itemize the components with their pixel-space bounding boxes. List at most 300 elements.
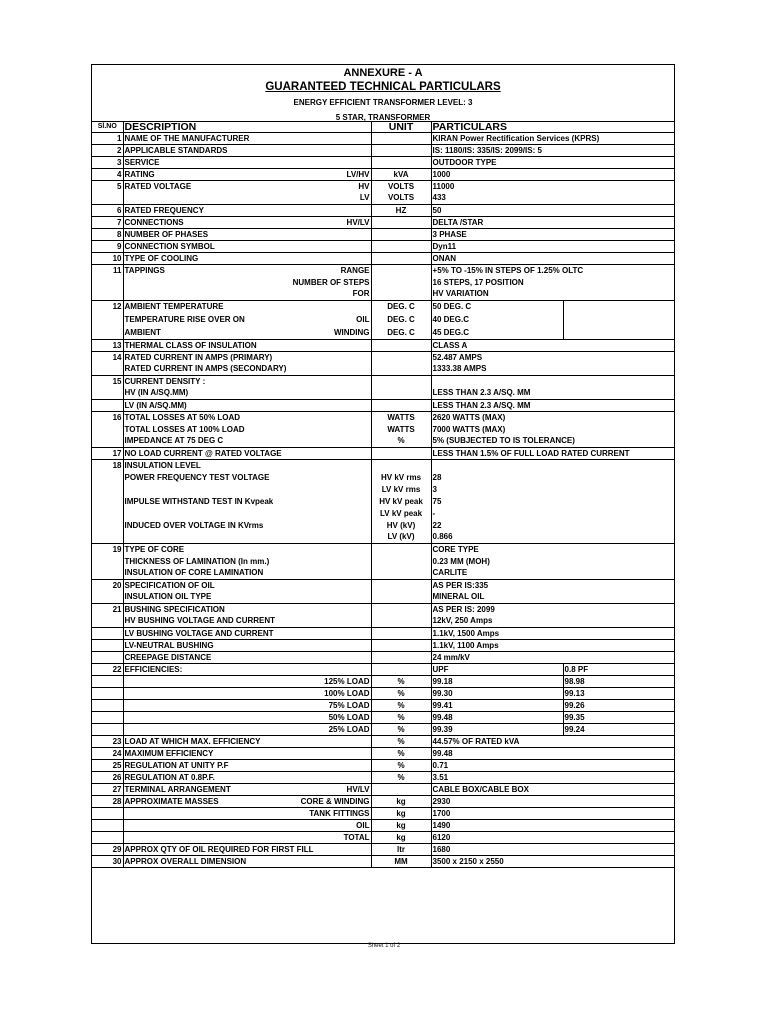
row-description xyxy=(123,532,271,544)
particulars-table xyxy=(92,122,674,868)
row-unit: HZ xyxy=(371,205,431,217)
row-unit: DEG. C xyxy=(371,301,431,314)
table-row xyxy=(92,424,674,436)
table-row xyxy=(92,327,674,340)
row-particulars: 99.48 xyxy=(431,712,563,724)
row-description: TERMINAL ARRANGEMENT xyxy=(123,784,271,796)
table-row xyxy=(92,265,674,277)
row-particulars: HV VARIATION xyxy=(431,289,674,301)
row-unit xyxy=(371,580,431,592)
row-sub-label xyxy=(271,424,371,436)
row-sub-label xyxy=(271,616,371,628)
table-row xyxy=(92,676,674,688)
row-particulars: 1680 xyxy=(431,844,674,856)
row-unit: LV (kV) xyxy=(371,532,431,544)
row-number: 26 xyxy=(92,772,123,784)
row-particulars: ONAN xyxy=(431,253,674,265)
row-description: RATING xyxy=(123,169,271,181)
row-particulars: 0.71 xyxy=(431,760,674,772)
row-unit: MM xyxy=(371,856,431,868)
row-number: 10 xyxy=(92,253,123,265)
table-row xyxy=(92,229,674,241)
row-particulars: 75 xyxy=(432,496,442,506)
row-sub-label xyxy=(271,736,371,748)
table-row xyxy=(92,568,674,580)
row-description: INSULATION OF CORE LAMINATION xyxy=(123,568,271,580)
row-number: 28 xyxy=(92,796,123,808)
table-row xyxy=(92,712,674,724)
row-description: EFFICIENCIES: xyxy=(123,664,271,676)
row-particulars: 1000 xyxy=(431,169,674,181)
row-description xyxy=(123,808,271,820)
row-number xyxy=(92,616,123,628)
row-unit: HV kV rms xyxy=(371,472,431,484)
row-particulars: 11000 xyxy=(432,181,455,191)
row-particulars: 44.57% OF RATED kVA xyxy=(431,736,674,748)
row-sub-label xyxy=(271,772,371,784)
row-unit: % xyxy=(371,688,431,700)
row-description: RATED CURRENT IN AMPS (PRIMARY) xyxy=(124,352,273,362)
table-row xyxy=(92,724,674,736)
row-unit: kg xyxy=(371,808,431,820)
row-number: 20 xyxy=(92,580,123,592)
table-row xyxy=(92,664,674,676)
row-description: TAPPINGS xyxy=(124,265,165,275)
row-particulars: IS: 1180/IS: 335/IS: 2099/IS: 5 xyxy=(431,145,674,157)
row-particulars: 3 PHASE xyxy=(431,229,674,241)
document-subtitle: ENERGY EFFICIENT TRANSFORMER LEVEL: 3 xyxy=(293,98,473,107)
row-particulars: UPF xyxy=(431,664,563,676)
row-particulars-pf xyxy=(563,314,674,327)
table-row xyxy=(92,832,674,844)
row-description: RATED VOLTAGE xyxy=(124,181,192,191)
sheet-footer: Sheet 1 of 2 xyxy=(367,943,401,949)
row-sub-label xyxy=(271,592,371,604)
row-particulars: 0.866 xyxy=(431,532,674,544)
row-particulars: 12kV, 250 Amps xyxy=(431,616,674,628)
row-number: 17 xyxy=(92,448,123,460)
table-row xyxy=(92,205,674,217)
row-description: CREEPAGE DISTANCE xyxy=(123,652,271,664)
row-unit xyxy=(371,145,431,157)
row-sub-label xyxy=(271,133,371,145)
table-row xyxy=(92,277,674,289)
row-particulars: CORE TYPE xyxy=(432,544,479,554)
row-sub-label xyxy=(271,496,371,508)
row-unit xyxy=(371,376,431,388)
table-row xyxy=(92,796,674,808)
row-number: 27 xyxy=(92,784,123,796)
row-number xyxy=(92,676,123,688)
row-description: HV BUSHING VOLTAGE AND CURRENT xyxy=(123,616,271,628)
row-particulars: 3500 x 2150 x 2550 xyxy=(431,856,674,868)
row-particulars: AS PER IS: 2099 xyxy=(432,604,495,614)
row-unit: WATTS xyxy=(371,412,431,424)
row-description xyxy=(123,688,271,700)
row-particulars: LESS THAN 1.5% OF FULL LOAD RATED CURRENT xyxy=(431,448,674,460)
row-number: 3 xyxy=(92,157,123,169)
row-particulars-pf xyxy=(563,327,674,340)
row-description: LV BUSHING VOLTAGE AND CURRENT xyxy=(124,628,274,638)
table-row xyxy=(92,748,674,760)
table-row xyxy=(92,844,674,856)
row-description: CURRENT DENSITY : xyxy=(124,376,206,386)
row-description xyxy=(123,289,271,301)
row-description: IMPEDANCE AT 75 DEG C xyxy=(123,436,271,448)
row-sub-label xyxy=(271,205,371,217)
row-description: TYPE OF CORE xyxy=(124,544,185,554)
row-description: INSULATION LEVEL xyxy=(124,460,201,470)
col-header-description: DESCRIPTION xyxy=(123,122,371,133)
row-particulars: 24 mm/kV xyxy=(431,652,674,664)
row-description: THICKNESS OF LAMINATION (In mm.) xyxy=(124,556,270,566)
row-unit: % xyxy=(371,760,431,772)
row-unit: % xyxy=(371,712,431,724)
row-description: LV (IN A/SQ.MM) xyxy=(123,400,271,412)
row-description: TEMPERATURE RISE OVER ON xyxy=(124,315,245,324)
row-description: MAXIMUM EFFICIENCY xyxy=(123,748,271,760)
table-row xyxy=(92,580,674,592)
row-particulars: +5% TO -15% IN STEPS OF 1.25% OLTC xyxy=(432,265,584,275)
row-unit: % xyxy=(371,676,431,688)
row-number: 30 xyxy=(92,856,123,868)
row-sub-label xyxy=(271,376,371,388)
table-row xyxy=(92,388,674,400)
row-unit: kg xyxy=(371,820,431,832)
table-row xyxy=(92,652,674,664)
row-sub-label xyxy=(271,388,371,400)
row-description: THERMAL CLASS OF INSULATION xyxy=(123,340,271,352)
row-sub-label xyxy=(271,241,371,253)
row-number: 29 xyxy=(92,844,123,856)
row-sub-label xyxy=(271,568,371,580)
row-sub-label: NUMBER OF STEPS xyxy=(271,277,371,289)
row-description xyxy=(123,484,271,496)
row-unit xyxy=(371,157,431,169)
row-unit xyxy=(371,217,431,229)
table-row xyxy=(92,808,674,820)
row-unit: % xyxy=(371,724,431,736)
row-sub-label xyxy=(271,760,371,772)
row-sub-label: TOTAL xyxy=(271,832,371,844)
row-description: TOTAL LOSSES AT 100% LOAD xyxy=(124,424,245,434)
row-unit xyxy=(371,229,431,241)
row-unit xyxy=(371,388,431,400)
row-sub-label xyxy=(271,412,371,424)
table-row xyxy=(92,856,674,868)
row-description: POWER FREQUENCY TEST VOLTAGE xyxy=(124,472,270,482)
row-unit xyxy=(371,784,431,796)
table-row xyxy=(92,253,674,265)
row-particulars: 99.30 xyxy=(431,688,563,700)
row-number xyxy=(92,388,123,400)
row-number xyxy=(92,820,123,832)
row-sub-label xyxy=(271,520,371,532)
row-sub-label: LV/HV xyxy=(271,169,371,181)
technical-particulars-sheet xyxy=(91,64,675,944)
row-description: REGULATION AT 0.8P.F. xyxy=(123,772,271,784)
row-sub-label xyxy=(271,664,371,676)
row-unit xyxy=(371,352,431,364)
row-unit: % xyxy=(371,436,431,448)
row-unit: DEG. C xyxy=(371,327,431,340)
row-particulars: 0.23 MM (MOH) xyxy=(432,556,490,566)
row-particulars-pf: 0.8 PF xyxy=(563,664,674,676)
row-unit xyxy=(371,592,431,604)
row-unit: VOLTS xyxy=(371,193,431,205)
row-unit xyxy=(371,265,431,277)
row-description: CONNECTIONS xyxy=(123,217,271,229)
row-unit xyxy=(371,604,431,616)
row-particulars: LESS THAN 2.3 A/SQ. MM xyxy=(431,388,674,400)
row-particulars: CARLITE xyxy=(431,568,674,580)
row-sub-label xyxy=(271,580,371,592)
table-row xyxy=(92,314,674,327)
row-sub-label: 125% LOAD xyxy=(271,676,371,688)
row-number xyxy=(92,508,123,520)
row-particulars: 99.41 xyxy=(431,700,563,712)
table-row xyxy=(92,772,674,784)
row-number xyxy=(92,496,123,508)
row-sub-label: OIL xyxy=(271,820,371,832)
row-unit: % xyxy=(371,748,431,760)
row-particulars: 7000 WATTS (MAX) xyxy=(432,424,506,434)
table-row xyxy=(92,340,674,352)
row-particulars: 99.18 xyxy=(431,676,563,688)
row-description: RATED CURRENT IN AMPS (SECONDARY) xyxy=(123,364,271,376)
row-unit xyxy=(371,616,431,628)
row-description xyxy=(123,712,271,724)
table-row xyxy=(92,289,674,301)
table-row xyxy=(92,400,674,412)
row-number xyxy=(92,556,123,568)
row-number xyxy=(92,592,123,604)
row-sub-label xyxy=(271,472,371,484)
row-particulars: 40 DEG.C xyxy=(432,315,469,324)
row-number: 19 xyxy=(92,544,123,556)
row-number xyxy=(92,484,123,496)
col-header-unit: UNIT xyxy=(371,122,431,133)
row-description: AMBIENT TEMPERATURE xyxy=(124,302,224,312)
row-number: 21 xyxy=(92,604,123,616)
row-description: SPECIFICATION OF OIL xyxy=(124,580,215,590)
row-unit: WATTS xyxy=(371,424,431,436)
row-unit: % xyxy=(371,772,431,784)
row-description xyxy=(123,193,271,205)
row-particulars: 50 xyxy=(431,205,674,217)
row-particulars: CLASS A xyxy=(431,340,674,352)
row-sub-label xyxy=(271,157,371,169)
table-row xyxy=(92,301,674,314)
row-sub-label xyxy=(271,484,371,496)
row-number xyxy=(92,532,123,544)
row-number xyxy=(92,712,123,724)
table-row xyxy=(92,532,674,544)
row-sub-label xyxy=(271,253,371,265)
row-particulars xyxy=(431,376,674,388)
row-description xyxy=(123,832,271,844)
row-number: 1 xyxy=(92,133,123,145)
row-unit: LV kV peak xyxy=(371,508,431,520)
row-particulars-pf: 99.35 xyxy=(563,712,674,724)
table-row xyxy=(92,448,674,460)
row-unit xyxy=(371,448,431,460)
row-unit: LV kV rms xyxy=(371,484,431,496)
row-number xyxy=(92,724,123,736)
row-unit: VOLTS xyxy=(371,181,431,193)
row-description: NUMBER OF PHASES xyxy=(123,229,271,241)
table-row xyxy=(92,508,674,520)
row-unit xyxy=(371,289,431,301)
row-description: RATED FREQUENCY xyxy=(123,205,271,217)
row-particulars: 16 STEPS, 17 POSITION xyxy=(432,277,524,287)
row-particulars: 22 xyxy=(432,520,442,530)
row-description: TOTAL LOSSES AT 50% LOAD xyxy=(124,412,241,422)
row-description: APPLICABLE STANDARDS xyxy=(123,145,271,157)
row-particulars: 1333.38 AMPS xyxy=(431,364,674,376)
row-sub-label xyxy=(271,400,371,412)
row-number xyxy=(92,314,123,327)
row-particulars: 99.39 xyxy=(431,724,563,736)
row-number: 22 xyxy=(92,664,123,676)
row-number: 9 xyxy=(92,241,123,253)
row-number xyxy=(92,327,123,340)
row-description: APPROX QTY OF OIL REQUIRED FOR FIRST FILL xyxy=(124,844,314,854)
row-unit xyxy=(371,253,431,265)
row-unit xyxy=(371,340,431,352)
table-row xyxy=(92,376,674,388)
row-sub-label xyxy=(271,364,371,376)
row-description: HV (IN A/SQ.MM) xyxy=(123,388,271,400)
row-particulars: 2930 xyxy=(431,796,674,808)
row-unit: kVA xyxy=(371,169,431,181)
row-sub-label: 25% LOAD xyxy=(271,724,371,736)
row-sub-label: HV/LV xyxy=(271,784,371,796)
table-row xyxy=(92,592,674,604)
annexure-label: ANNEXURE - A xyxy=(343,67,423,79)
row-particulars: LESS THAN 2.3 A/SQ. MM xyxy=(431,400,674,412)
row-sub-label: 75% LOAD xyxy=(271,700,371,712)
row-description xyxy=(123,508,271,520)
table-row xyxy=(92,760,674,772)
row-unit xyxy=(371,400,431,412)
row-number: 5 xyxy=(92,181,123,193)
row-particulars: 28 xyxy=(432,472,442,482)
row-number xyxy=(92,289,123,301)
table-row xyxy=(92,640,674,652)
row-unit xyxy=(371,664,431,676)
row-unit xyxy=(371,544,431,556)
table-row xyxy=(92,133,674,145)
table-row xyxy=(92,736,674,748)
row-unit xyxy=(371,277,431,289)
table-row xyxy=(92,556,674,568)
table-row xyxy=(92,688,674,700)
row-sub-label xyxy=(271,436,371,448)
document-title: GUARANTEED TECHNICAL PARTICULARS xyxy=(265,81,501,93)
row-sub-label: TANK FITTINGS xyxy=(271,808,371,820)
row-number xyxy=(92,472,123,484)
row-particulars: 3.51 xyxy=(431,772,674,784)
row-particulars-pf: 99.26 xyxy=(563,700,674,712)
row-sub-label: OIL xyxy=(271,314,371,327)
row-particulars: Dyn11 xyxy=(431,241,674,253)
row-number: 12 xyxy=(92,301,123,314)
row-description: BUSHING SPECIFICATION xyxy=(124,604,225,614)
row-number: 23 xyxy=(92,736,123,748)
row-description: AMBIENT xyxy=(123,327,271,340)
table-row xyxy=(92,604,674,616)
col-header-particulars: PARTICULARS xyxy=(431,122,674,133)
row-description xyxy=(123,820,271,832)
row-number: 15 xyxy=(92,376,123,388)
row-sub-label: HV/LV xyxy=(271,217,371,229)
row-sub-label xyxy=(271,145,371,157)
row-sub-label xyxy=(271,652,371,664)
row-particulars-pf: 98.98 xyxy=(563,676,674,688)
table-row xyxy=(92,241,674,253)
row-sub-label xyxy=(271,604,371,616)
table-row xyxy=(92,169,674,181)
row-unit: kg xyxy=(371,796,431,808)
row-sub-label: RANGE xyxy=(271,265,371,277)
table-row xyxy=(92,616,674,628)
row-sub-label xyxy=(271,301,371,314)
row-unit xyxy=(371,628,431,640)
row-description: SERVICE xyxy=(123,157,271,169)
row-particulars-pf: 99.24 xyxy=(563,724,674,736)
table-row xyxy=(92,352,674,364)
row-description: IMPULSE WITHSTAND TEST IN Kvpeak xyxy=(124,496,274,506)
row-unit xyxy=(371,556,431,568)
row-sub-label: 50% LOAD xyxy=(271,712,371,724)
row-number xyxy=(92,568,123,580)
row-number xyxy=(92,808,123,820)
table-row xyxy=(92,145,674,157)
row-particulars: AS PER IS:335 xyxy=(432,580,489,590)
row-unit xyxy=(371,364,431,376)
row-number: 14 xyxy=(92,352,123,364)
row-description: CONNECTION SYMBOL xyxy=(123,241,271,253)
row-particulars: OUTDOOR TYPE xyxy=(431,157,674,169)
row-description: APPROXIMATE MASSES xyxy=(123,796,271,808)
row-sub-label: WINDING xyxy=(271,327,371,340)
row-sub-label xyxy=(271,448,371,460)
row-particulars: 45 DEG.C xyxy=(431,327,563,340)
row-sub-label xyxy=(271,229,371,241)
row-sub-label xyxy=(271,352,371,364)
row-particulars: 1.1kV, 1500 Amps xyxy=(431,628,674,640)
row-description: INSULATION OIL TYPE xyxy=(123,592,271,604)
row-particulars: CABLE BOX/CABLE BOX xyxy=(431,784,674,796)
row-unit: DEG. C xyxy=(371,314,431,327)
row-number xyxy=(92,688,123,700)
row-description: INDUCED OVER VOLTAGE IN KVrms xyxy=(124,520,264,530)
row-number xyxy=(92,520,123,532)
row-description: NAME OF THE MANUFACTURER xyxy=(123,133,271,145)
table-row xyxy=(92,181,674,193)
document-subtitle-2: 5 STAR, TRANSFORMER xyxy=(335,113,431,122)
row-sub-label xyxy=(271,640,371,652)
row-unit xyxy=(371,652,431,664)
row-unit xyxy=(371,241,431,253)
table-row xyxy=(92,784,674,796)
row-number: 2 xyxy=(92,145,123,157)
row-number xyxy=(92,424,123,436)
row-sub-label xyxy=(271,556,371,568)
row-description: LOAD AT WHICH MAX. EFFICIENCY xyxy=(123,736,271,748)
table-row xyxy=(92,217,674,229)
